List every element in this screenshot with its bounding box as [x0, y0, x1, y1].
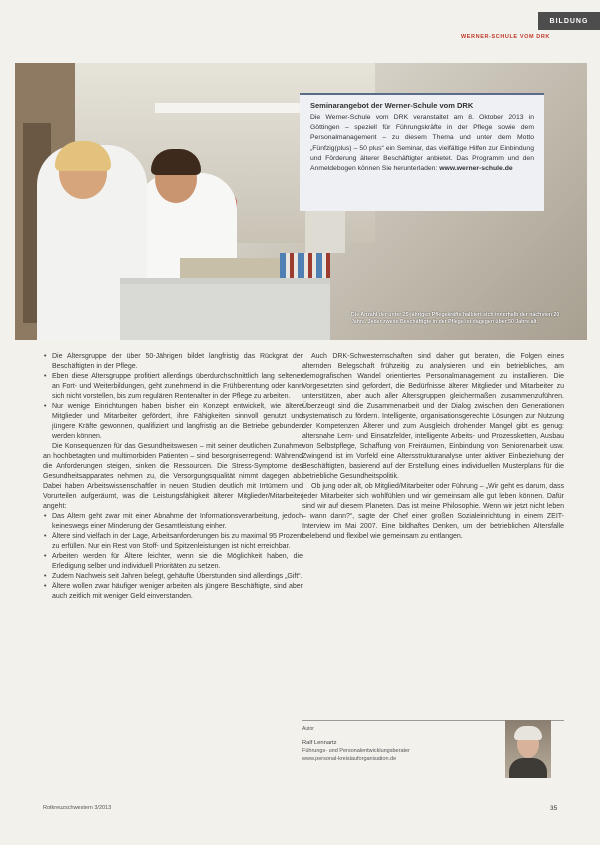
infobox-text: Die Werner-Schule vom DRK veranstaltet am 8. Oktober 2013 in Göttingen – speziell für Führungskräfte in der Pflege sowie dem Personalmanagement – zu diesem Thema und unter dem Motto „Fünfzig(plus) – 50 plus“ ein Seminar, das vielfältige Hilfen zur Einbindung und Förderung älterer Beschäftigter anbietet. Das Programm und den Anmeldebogen können Sie herunterladen:	[310, 114, 534, 173]
author-photo	[505, 720, 551, 778]
list-item: • Nur wenige Einrichtungen haben bisher ein Konzept entwickelt, wie ältere Mitglieder und Mitarbeiter gefördert, ihre Fähigkeiten sinnvoll genutzt und jüngere Kräfte gewonnen, qualifiziert und langfristig an die Betriebe gebunden werden können.	[52, 402, 303, 442]
author-label: Autor	[302, 726, 314, 732]
list-item: • Das Altern geht zwar mit einer Abnahme der Informationsverarbeitung, jedoch keineswegs einer Minderung der Gesamtleistung einher.	[52, 512, 303, 532]
body-paragraph: Ob jung oder alt, ob Mitglied/Mitarbeiter oder Führung – „Wir geht es darum, dass jeder Mitarbeiter sich wohlfühlen und wir gemeinsam alle gut leben können. Dafür sind wir auf diesem Planeten. Das ist meine Philosophie. Wenn wir jetzt nicht leben – wann dann?“, sagte der Chef einer großen Sozialeinrichtung in einem ZEIT-Interview im Mai 2007. Eine bildhaftes Denken, um der betrieblichen Altersfalle belebend und flexibel wie gemeinsam zu entlangen.	[302, 483, 564, 540]
author-website: www.personal-kreislauforganisation.de	[302, 756, 397, 762]
section-subtitle: WERNER-SCHULE VOM DRK	[461, 34, 550, 40]
page-number: 35	[550, 805, 558, 812]
list-item: • Die Altersgruppe der über 50-Jährigen bildet langfristig das Rückgrat der Beschäftigten in der Pflege.	[52, 352, 303, 372]
author-name: Ralf Lennartz	[302, 740, 337, 746]
list-item: • Eben diese Altersgruppe profitiert allerdings überdurchschnittlich lang seltener an Fort- und Weiterbildungen, geht zunehmend in die Frühberentung oder kann sich nicht vorstellen, bis zum regulären Rentenalter in der Pflege zu arbeiten.	[52, 372, 303, 402]
photo-caption: Die Anzahl der unter 25-jährigen Pflegekräfte halbiert sich innerhalb der nächsten 20 Jahre. Jeder zweite Beschäftigte in der Pflege ist dagegen über 50 Jahre alt.	[351, 312, 560, 326]
list-item: • Ältere sind vielfach in der Lage, Arbeitsanforderungen bis zu maximal 95 Prozent zu erfüllen. Nur ein Rest von Stoff- und Spitzenleistungen ist nicht erreichbar.	[52, 532, 303, 552]
infobox-title: Seminarangebot der Werner-Schule vom DRK	[310, 101, 474, 110]
list-item: • Ältere wollen zwar häufiger weniger arbeiten als jüngere Beschäftigte, sind aber auch zeitlich mit weniger Geld einverstanden.	[52, 582, 303, 602]
seminar-infobox	[300, 93, 544, 211]
bullet-list-bottom	[43, 512, 303, 602]
body-paragraph: Die Konsequenzen für das Gesundheitswesen – mit seiner deutlichen Zunahme an hochbetagten und multimorbiden Patienten – sind besorgniserregend: Während die Anforderungen steigen, sinken die Ressourcen. Die Stress-Symptome des Gesundheitsapparates nehmen zu, die Versorgungsqualität nimmt dagegen ab. Dabei haben Arbeitswissenschaftler in neuen Studien deutlich mit Irrtümern und Vorurteilen aufgeräumt, was die Leistungsfähigkeit älterer Mitglieder/Mitarbeiter angeht:	[43, 443, 303, 510]
section-tab: BILDUNG	[538, 12, 600, 30]
right-column	[302, 352, 564, 542]
author-role: Führungs- und Personalentwicklungsberater	[302, 748, 410, 754]
footer-publication: Rotkreuzschwestern 3/2013	[43, 805, 112, 811]
list-item: • Zudem Nachweis seit Jahren belegt, gehäufte Überstunden sind allerdings „Gift“.	[52, 572, 303, 582]
left-column	[43, 352, 303, 602]
body-paragraph: Auch DRK-Schwesternschaften sind daher gut beraten, die Folgen eines alternden Belegschaft frühzeitig zu analysieren und ein betriebliches, am demografischen Wandel orientiertes Personalmanagement zu installieren. Die Vorgesetzten sind gefordert, die Bedürfnisse älterer Mitglieder und Mitarbeiter zu unterstützen, aber auch aller Altersgruppen gleichermaßen zusammenzuführen. Überzeugt sind die Zusammenarbeit und der Dialog zwischen den Generationen systematisch zu fördern. Intelligente, organisationsgerechte Lösungen zur Nutzung der Kompetenzen Älterer und zum Ausgleich drohender Mangel gibt es genug: altersnahe Lern- und Einsatzfelder, intelligente Arbeits- und Prozessketten, Ausbau von Selbstpflege, Schaffung von Freiräumen, Einbindung von Seniorenarbeit usw. Zwingend ist im Vorfeld eine Altersstrukturanalyse unter aktiver Einbeziehung der Beschäftigten, basierend auf der Erstellung eines individuellen Musterplans für die betriebliche Gesundheitspolitik.	[302, 353, 564, 480]
bullet-list-top	[43, 352, 303, 442]
infobox-url: www.werner-schule.de	[439, 165, 513, 173]
infobox-body	[310, 113, 534, 174]
list-item: • Arbeiten werden für Ältere leichter, wenn sie die Möglichkeit haben, die Erledigung selber und individuell Prioritäten zu setzen.	[52, 552, 303, 572]
